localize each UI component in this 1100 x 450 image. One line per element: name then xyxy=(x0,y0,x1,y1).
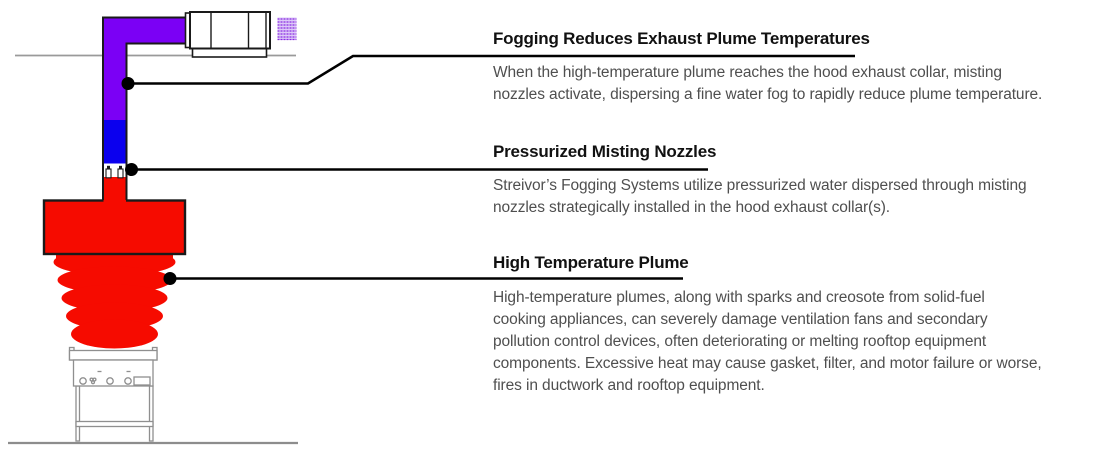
body-line: nozzles strategically installed in the hood exhaust collar(s). xyxy=(493,199,891,216)
callout-fogging-body xyxy=(493,62,1042,106)
appliance-shelf-icon xyxy=(76,422,153,427)
hood-exhaust-collar-icon xyxy=(44,201,185,255)
callout-dot-plume xyxy=(164,272,177,285)
control-knob-icon xyxy=(107,378,113,384)
fan-base-icon xyxy=(193,49,267,58)
callout-plume xyxy=(493,253,1042,397)
fan-exhaust-airflow-icon xyxy=(278,18,297,41)
griddle-top-icon xyxy=(70,351,158,361)
cooled-duct-section-icon xyxy=(103,120,127,164)
body-line: Streivor’s Fogging Systems utilize pressurized water dispersed through misting xyxy=(493,177,1027,194)
callout-plume-body xyxy=(493,287,1042,397)
callout-nozzles-body xyxy=(493,175,1027,219)
control-knob-icon xyxy=(125,378,131,384)
high-temperature-plume-icon xyxy=(54,249,176,349)
callout-dot-nozzles xyxy=(125,163,138,176)
exhaust-duct-icon xyxy=(103,18,186,203)
cooking-appliance-icon xyxy=(70,348,158,442)
callout-plume-title: High Temperature Plume xyxy=(493,253,689,272)
appliance-leg-icon xyxy=(76,386,80,441)
duct-red-fill xyxy=(104,177,127,202)
body-line: When the high-temperature plume reaches the hood exhaust collar, misting xyxy=(493,64,1002,81)
appliance-leg-icon xyxy=(150,386,154,441)
control-knob-icon xyxy=(80,378,86,384)
fan-housing-icon xyxy=(190,12,270,49)
callout-fogging-title: Fogging Reduces Exhaust Plume Temperatures xyxy=(493,29,870,48)
callout-nozzles xyxy=(493,142,1027,219)
callout-nozzles-title: Pressurized Misting Nozzles xyxy=(493,142,717,161)
body-line: cooking appliances, can severely damage ventilation fans and secondary xyxy=(493,311,988,328)
exhaust-fan-icon xyxy=(186,12,271,57)
callout-fogging xyxy=(493,29,1042,106)
body-line: components. Excessive heat may cause gasket, filter, and motor failure or worse, xyxy=(493,355,1042,372)
callout-dot-fogging xyxy=(122,77,135,90)
appliance-nameplate-icon xyxy=(134,377,150,385)
body-line: pollution control devices, often deteriorating or melting rooftop equipment xyxy=(493,333,987,350)
body-line: High-temperature plumes, along with sparks and creosote from solid-fuel xyxy=(493,289,985,306)
body-line: nozzles activate, dispersing a fine water fog to rapidly reduce plume temperature. xyxy=(493,86,1043,103)
body-line: fires in ductwork and rooftop equipment. xyxy=(493,377,765,394)
